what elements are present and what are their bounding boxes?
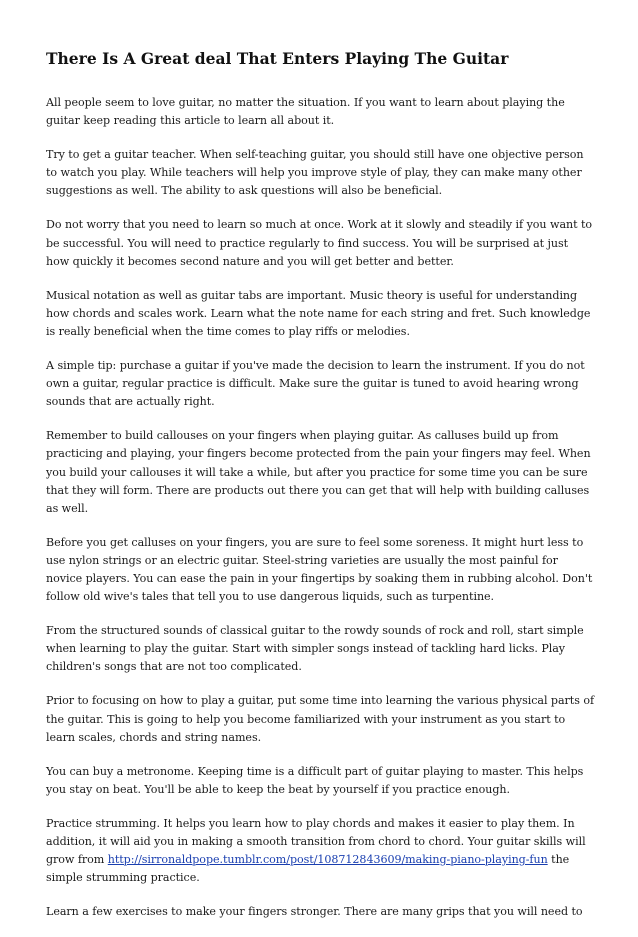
page-title: There Is A Great deal That Enters Playing The Guitar: [46, 49, 509, 68]
paragraph-metronome: You can buy a metronome. Keeping time is a difficult part of guitar playing to master. This helps you stay on beat. You'll be able to keep the beat by yourself if you practice enough.: [46, 764, 584, 796]
paragraph-physical-parts: Prior to focusing on how to play a guitar, put some time into learning the various physical parts of the guitar. This is going to help you become familiarized with your instrument as you start to learn scales, chords and string names.: [46, 694, 594, 744]
document-page: [46, 48, 594, 937]
paragraph-soreness: Before you get calluses on your fingers, you are sure to feel some soreness. It might hurt less to use nylon strings or an electric guitar. Steel-string varieties are usually the most painful for novice players. You can ease the pain in your fingertips by soaking them in rubbing alcohol. Don't follow old wive's tales that tell you to use dangerous liquids, such as turpentine.: [46, 535, 593, 604]
paragraph-callouses: Remember to build callouses on your fingers when playing guitar. As calluses build up from practicing and playing, your fingers become protected from the pain your fingers may feel. When you build your callouses it will take a while, but after you practice for some time you can be sure that they will form. There are products out there you can get that will help with building calluses as well.: [46, 429, 591, 515]
paragraph-strumming: [46, 815, 594, 887]
paragraph-purchase: A simple tip: purchase a guitar if you've made the decision to learn the instrument. If you do not own a guitar, regular practice is difficult. Make sure the guitar is tuned to avoid hearing wrong sounds that are actually right.: [46, 359, 585, 409]
paragraph-intro: All people seem to love guitar, no matter the situation. If you want to learn about playing the guitar keep reading this article to learn all about it.: [46, 96, 565, 128]
strumming-text-before: Practice strumming. It helps you learn how to play chords and makes it easier to play them. In addition, it will aid you in making a smooth transition from chord to chord. Your guitar skills will grow from: [46, 816, 586, 867]
paragraph-slowly: Do not worry that you need to learn so much at once. Work at it slowly and steadily if you want to be successful. You will need to practice regularly to find success. You will be surprised at just how quickly it becomes second nature and you will get better and better.: [46, 218, 593, 268]
paragraph-start-simple: From the structured sounds of classical guitar to the rowdy sounds of rock and roll, start simple when learning to play the guitar. Start with simpler songs instead of tackling hard licks. Play children's songs that are not too complicated.: [46, 624, 584, 674]
paragraph-notation: Musical notation as well as guitar tabs are important. Music theory is useful for understanding how chords and scales work. Learn what the note name for each string and fret. Such knowledge is really beneficial when the time comes to play riffs or melodies.: [46, 288, 591, 338]
paragraph-exercises: Learn a few exercises to make your fingers stronger. There are many grips that you will need to: [46, 905, 583, 919]
article-link[interactable]: http://sirronaldpope.tumblr.com/post/108712843609/making-piano-playing-fun: [107, 853, 548, 867]
paragraph-teacher: Try to get a guitar teacher. When self-teaching guitar, you should still have one objective person to watch you play. While teachers will help you improve style of play, they can make many other suggestions as well. The ability to ask questions will also be beneficial.: [46, 148, 584, 198]
strumming-text-after: the simple strumming practice.: [46, 853, 570, 885]
